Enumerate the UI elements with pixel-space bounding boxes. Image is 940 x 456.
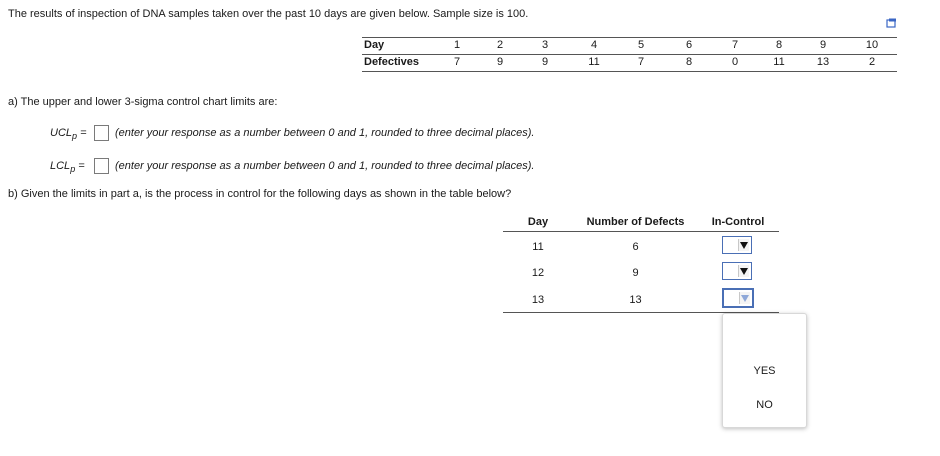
- day-row-label: Day: [364, 39, 385, 51]
- day-row: [362, 37, 897, 54]
- copy-icon[interactable]: [886, 18, 897, 29]
- ucl-symbol: $UCL_p$ =: [50, 126, 87, 142]
- in-control-dropdown[interactable]: [722, 262, 752, 280]
- day-cell: 9: [819, 39, 827, 51]
- day-cell: 8: [775, 39, 783, 51]
- defectives-cell: 13: [816, 56, 830, 68]
- chevron-down-icon: [740, 268, 748, 275]
- day-cell: 4: [590, 39, 598, 51]
- defectives-row-label: Defectives: [364, 56, 420, 68]
- day-cell: 6: [685, 39, 693, 51]
- day-cell: 1: [453, 39, 461, 51]
- chevron-down-icon: [741, 295, 749, 302]
- problem-intro: The results of inspection of DNA samples taken over the past 10 days are given below. Sample size is 100.: [8, 8, 529, 20]
- option-yes[interactable]: YES: [753, 365, 776, 377]
- day-cell: 7: [731, 39, 739, 51]
- row-defects: 13: [629, 294, 642, 306]
- row-day: 13: [531, 294, 545, 306]
- row-defects: 9: [632, 267, 639, 279]
- part-a-prompt: a) The upper and lower 3-sigma control chart limits are:: [8, 96, 278, 108]
- defectives-cell: 7: [453, 56, 461, 68]
- row-defects: 6: [632, 241, 639, 253]
- day-cell: 2: [496, 39, 504, 51]
- defectives-table: [362, 37, 897, 71]
- control-table: [503, 212, 779, 314]
- dropdown-menu: [722, 313, 807, 428]
- defectives-cell: 2: [868, 56, 876, 68]
- day-cell: 5: [637, 39, 645, 51]
- ucl-hint: (enter your response as a number between 0 and 1, rounded to three decimal places).: [115, 127, 535, 139]
- chevron-down-icon: [740, 242, 748, 249]
- ucl-input[interactable]: [94, 125, 109, 141]
- in-control-dropdown-open[interactable]: [722, 288, 754, 308]
- defectives-cell: 9: [541, 56, 549, 68]
- lcl-line: [50, 158, 534, 174]
- ucl-line: [50, 125, 534, 141]
- in-control-dropdown[interactable]: [722, 236, 752, 254]
- defectives-cell: 9: [496, 56, 504, 68]
- defectives-cell: 0: [731, 56, 739, 68]
- defectives-cell: 8: [685, 56, 693, 68]
- day-cell: 10: [865, 39, 879, 51]
- row-day: 12: [531, 267, 545, 279]
- day-cell: 3: [541, 39, 549, 51]
- in-control-header: In-Control: [711, 216, 765, 228]
- defects-header: Number of Defects: [586, 216, 685, 228]
- lcl-symbol: $LCL_p$ =: [50, 159, 85, 175]
- dropdown-arrow: [739, 292, 750, 304]
- part-b-prompt: b) Given the limits in part a, is the process in control for the following days as shown in the table below?: [8, 188, 512, 200]
- defectives-row: [362, 54, 897, 71]
- lcl-input[interactable]: [94, 158, 109, 174]
- day-header: Day: [527, 216, 549, 228]
- defectives-cell: 11: [773, 56, 785, 68]
- dropdown-arrow: [738, 239, 749, 251]
- lcl-hint: (enter your response as a number between 0 and 1, rounded to three decimal places).: [115, 160, 535, 172]
- row-day: 11: [532, 241, 544, 253]
- defectives-cell: 11: [588, 56, 600, 68]
- defectives-cell: 7: [637, 56, 645, 68]
- option-no[interactable]: NO: [756, 399, 773, 411]
- dropdown-arrow: [738, 265, 749, 277]
